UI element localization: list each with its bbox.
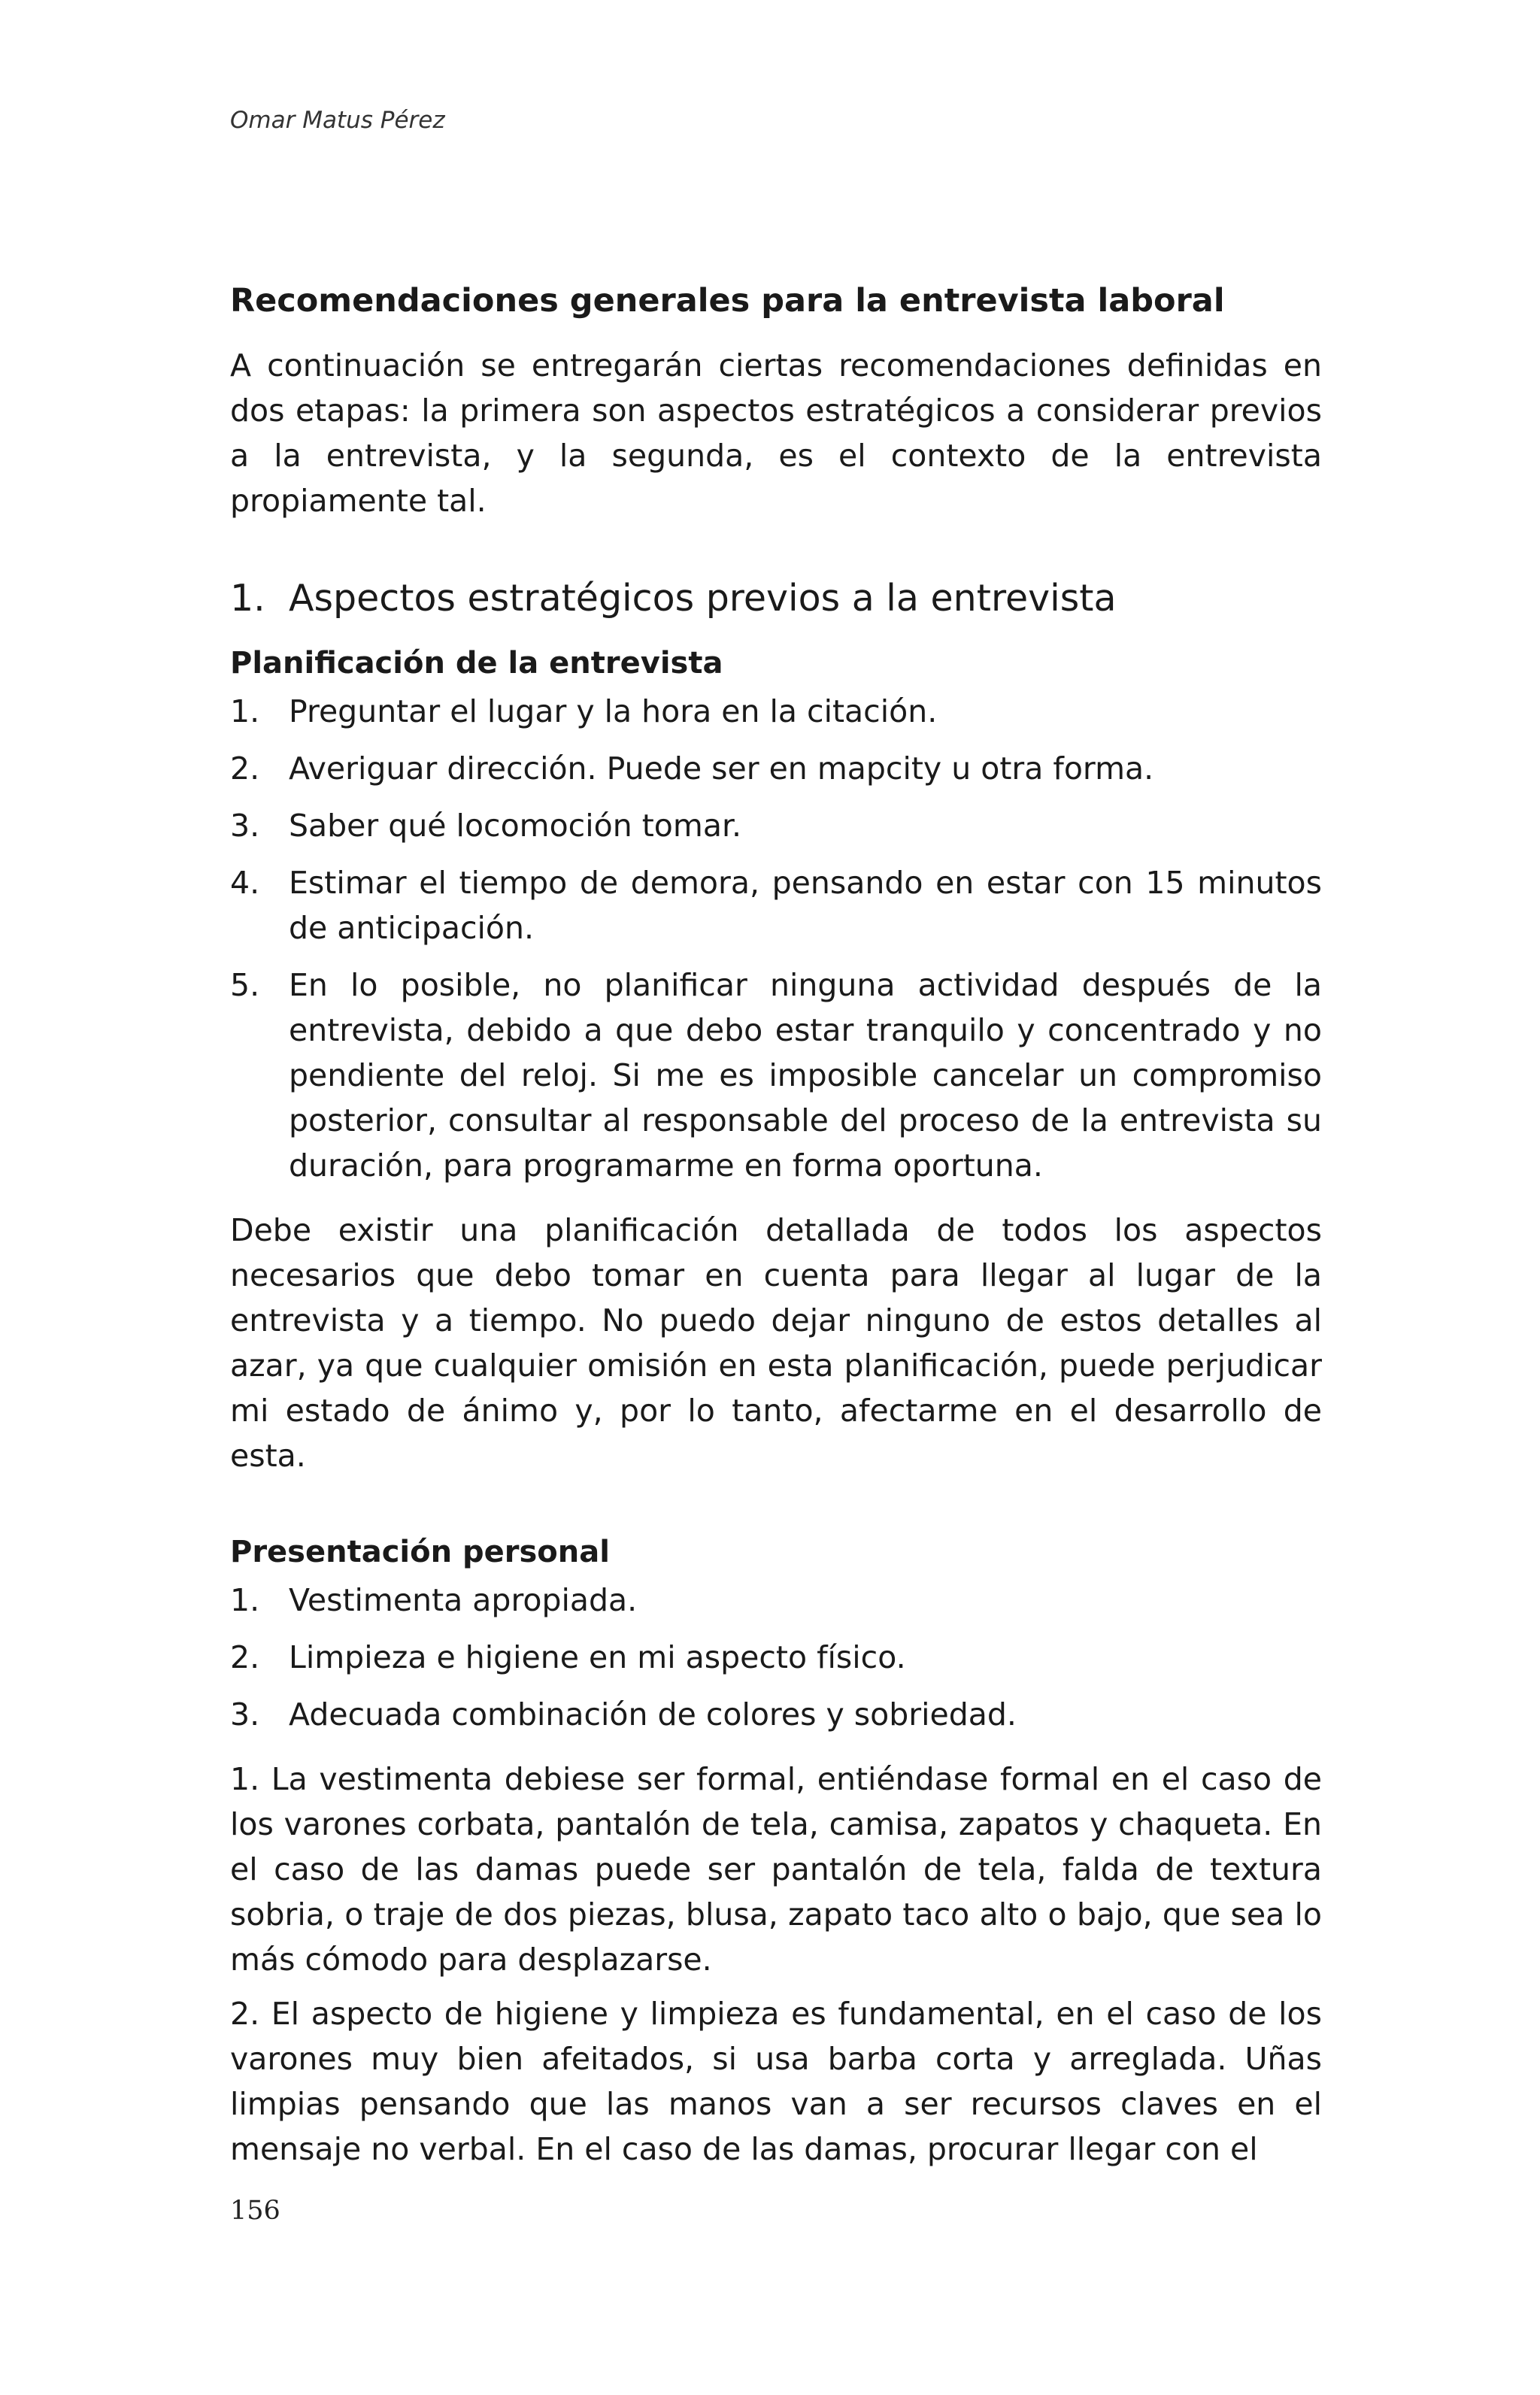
- part-heading: [230, 574, 1322, 623]
- list-item: [230, 746, 1322, 791]
- part-number: 1.: [230, 577, 265, 620]
- presentation-paragraph-2: 2. El aspecto de higiene y limpieza es fundamental, en el caso de los varones muy bien afeitados, si usa barba corta y arreglada. Uñas limpias pensando que las manos van a ser recursos claves en el mensaje no verbal. En el caso de las damas, procurar llegar con el: [230, 1996, 1322, 2167]
- list-item-number: 4.: [230, 865, 260, 901]
- list-item-text: Limpieza e higiene en mi aspecto físico.: [289, 1639, 906, 1675]
- list-item: [230, 1692, 1322, 1737]
- list-item-number: 1.: [230, 1582, 260, 1618]
- planning-list: [230, 689, 1322, 1188]
- list-item-number: 1.: [230, 693, 260, 729]
- part-title: Aspectos estratégicos previos a la entrevista: [289, 577, 1117, 620]
- list-item-text: Estimar el tiempo de demora, pensando en estar con 15 minutos de anticipación.: [289, 865, 1322, 946]
- section-title: Recomendaciones generales para la entrevista laboral: [230, 282, 1225, 320]
- page-body: [230, 278, 1322, 2172]
- list-item-number: 2.: [230, 1639, 260, 1675]
- running-head-author: Omar Matus Pérez: [230, 107, 445, 134]
- presentation-heading: Presentación personal: [230, 1535, 610, 1569]
- list-item-text: En lo posible, no planificar ninguna actividad después de la entrevista, debido a que debo estar tranquilo y concentrado y no pendiente del reloj. Si me es imposible cancelar un compromiso posterior, consultar al responsable del proceso de la entrevista su duración, para programarme en forma oportuna.: [289, 967, 1322, 1184]
- list-item-text: Preguntar el lugar y la hora en la citación.: [289, 693, 938, 729]
- planning-paragraph: Debe existir una planificación detallada de todos los aspectos necesarios que debo tomar en cuenta para llegar al lugar de la entrevista y a tiempo. No puedo dejar ninguno de estos detalles al azar, ya que cualquier omisión en esta planificación, puede perjudicar mi estado de ánimo y, por lo tanto, afectarme en el desarrollo de esta.: [230, 1212, 1322, 1474]
- presentation-paragraph-1: 1. La vestimenta debiese ser formal, entiéndase formal en el caso de los varones corbata, pantalón de tela, camisa, zapatos y chaqueta. En el caso de las damas puede ser pantalón de tela, falda de textura sobria, o traje de dos piezas, blusa, zapato taco alto o bajo, que sea lo más cómodo para desplazarse.: [230, 1761, 1322, 1978]
- list-item: [230, 1578, 1322, 1623]
- intro-paragraph: A continuación se entregarán ciertas recomendaciones definidas en dos etapas: la primera son aspectos estratégicos a considerar previos a la entrevista, y la segunda, es el contexto de la entrevista propiamente tal.: [230, 347, 1322, 519]
- list-item-text: Averiguar dirección. Puede ser en mapcity u otra forma.: [289, 750, 1154, 787]
- list-item-number: 2.: [230, 750, 260, 787]
- list-item-text: Adecuada combinación de colores y sobriedad.: [289, 1696, 1017, 1733]
- list-item-number: 3.: [230, 1696, 260, 1733]
- list-item-text: Saber qué locomoción tomar.: [289, 808, 742, 844]
- list-item-number: 5.: [230, 967, 260, 1003]
- list-item: [230, 1635, 1322, 1680]
- list-item: [230, 963, 1322, 1188]
- list-item: [230, 860, 1322, 950]
- page-number: 156: [230, 2196, 280, 2226]
- list-item-number: 3.: [230, 808, 260, 844]
- list-item-text: Vestimenta apropiada.: [289, 1582, 638, 1618]
- presentation-list: [230, 1578, 1322, 1737]
- list-item: [230, 689, 1322, 734]
- planning-heading: Planificación de la entrevista: [230, 646, 723, 681]
- list-item: [230, 803, 1322, 848]
